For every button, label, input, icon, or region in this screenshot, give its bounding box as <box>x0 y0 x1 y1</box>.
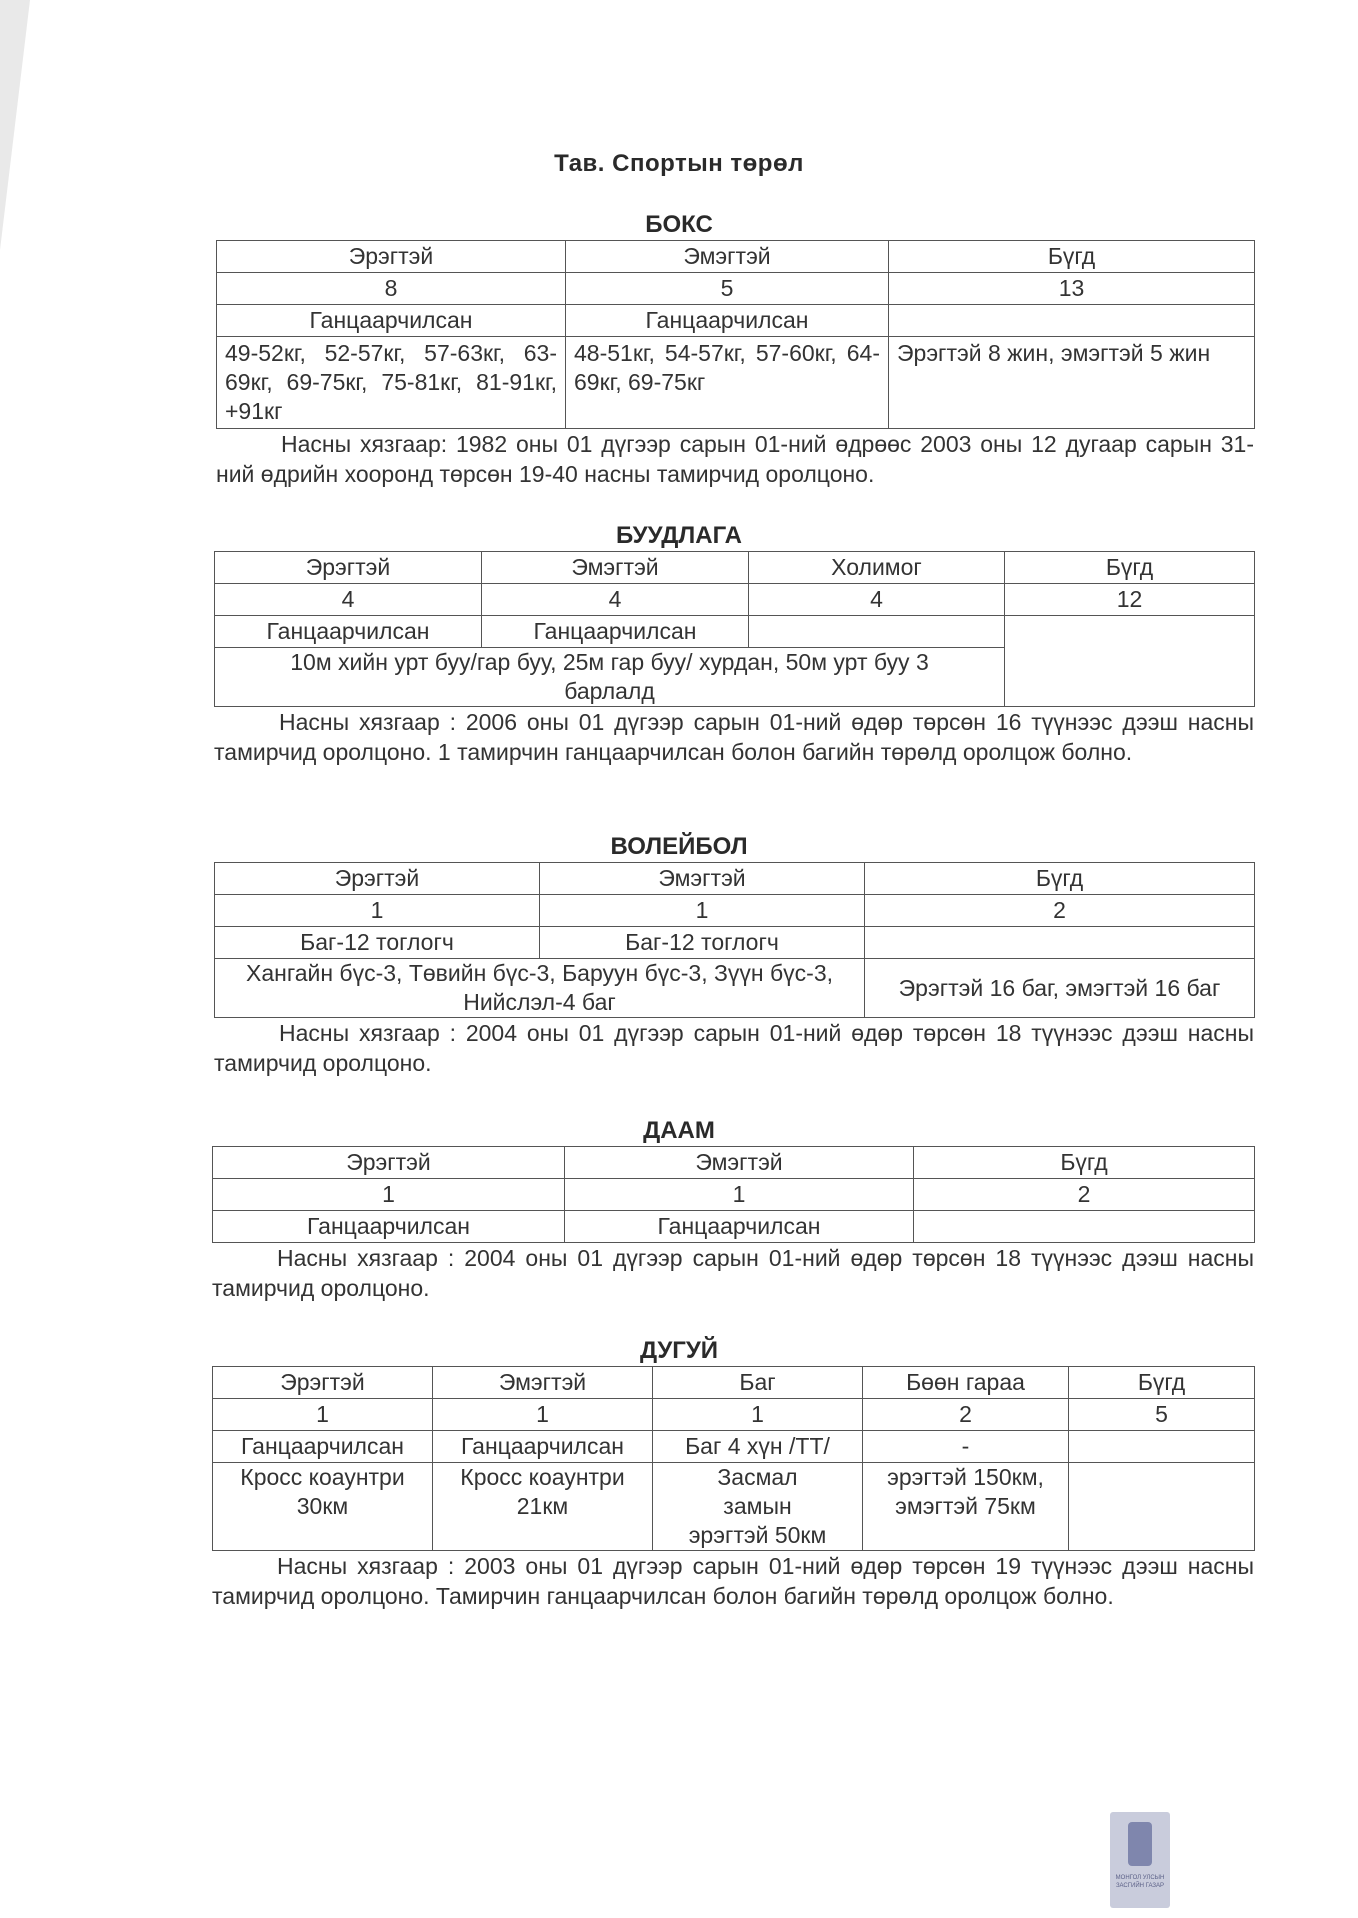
type-cell: Баг-12 тоглогч <box>540 927 865 959</box>
section-title-checkers: ДААМ <box>643 1117 715 1144</box>
count-cell: 5 <box>1069 1399 1255 1431</box>
count-cell: 1 <box>215 895 540 927</box>
table-volleyball <box>214 862 1255 1018</box>
type-cell: Ганцаарчилсан <box>215 616 482 648</box>
table-checkers <box>212 1146 1255 1243</box>
section-title-cycling: ДУГУЙ <box>639 1337 719 1364</box>
table-row <box>217 273 1255 305</box>
count-cell: 1 <box>540 895 865 927</box>
header-cell: Баг <box>653 1367 863 1399</box>
detail-cell: Кросс коаунтри 30км <box>213 1463 433 1551</box>
table-shooting <box>214 551 1255 707</box>
count-cell: 2 <box>865 895 1255 927</box>
section-title-shooting: БУУДЛАГА <box>616 522 742 549</box>
table-row <box>217 337 1255 429</box>
header-cell: Эрэгтэй <box>213 1367 433 1399</box>
type-cell: Ганцаарчилсан <box>565 1211 914 1243</box>
detail-cell: Засмал замын эрэгтэй 50км <box>653 1463 863 1551</box>
header-cell: Эмэгтэй <box>565 1147 914 1179</box>
detail-cell: 48-51кг, 54-57кг, 57-60кг, 64-69кг, 69-75кг <box>566 337 889 429</box>
table-row <box>215 584 1255 616</box>
detail-cell: 49-52кг, 52-57кг, 57-63кг, 63-69кг, 69-75кг, 75-81кг, 81-91кг, +91кг <box>217 337 566 429</box>
table-row <box>217 305 1255 337</box>
table-row <box>213 1179 1255 1211</box>
age-limit-note: Насны хязгаар: 1982 оны 01 дүгээр сарын 01-ний өдрөөс 2003 оны 12 дугаар сарын 31-ний өдрийн хооронд төрсөн 19-40 насны тамирчид оролцоно. <box>216 431 1254 487</box>
count-cell: 13 <box>889 273 1255 305</box>
table-row <box>215 616 1255 648</box>
table-row <box>215 959 1255 1018</box>
header-cell: Эрэгтэй <box>215 552 482 584</box>
header-cell: Эмэгтэй <box>433 1367 653 1399</box>
type-cell <box>1005 616 1255 707</box>
count-cell: 4 <box>749 584 1005 616</box>
detail-cell: Эрэгтэй 16 баг, эмэгтэй 16 баг <box>865 959 1255 1018</box>
table-row <box>213 1463 1255 1551</box>
table-row <box>213 1399 1255 1431</box>
section-checkers <box>0 1116 1358 1303</box>
seal-text: МОНГОЛ УЛСЫН ЗАСГИЙН ГАЗАР <box>1115 1875 1165 1889</box>
age-limit-note: Насны хязгаар : 2003 оны 01 дүгээр сарын 01-ний өдөр төрсөн 19 түүнээс дээш насны тамирчид оролцоно. Тамирчин ганцаарчилсан болон багийн төрөлд оролцож болно. <box>212 1553 1254 1609</box>
count-cell: 2 <box>914 1179 1255 1211</box>
type-cell: Ганцаарчилсан <box>566 305 889 337</box>
type-cell: Ганцаарчилсан <box>213 1431 433 1463</box>
header-cell: Бүгд <box>889 241 1255 273</box>
detail-cell: Кросс коаунтри 21км <box>433 1463 653 1551</box>
count-cell: 5 <box>566 273 889 305</box>
header-cell: Эрэгтэй <box>213 1147 565 1179</box>
header-cell: Эрэгтэй <box>217 241 566 273</box>
type-cell <box>1069 1431 1255 1463</box>
count-cell: 1 <box>565 1179 914 1211</box>
header-cell: Бүгд <box>1005 552 1255 584</box>
section-title-volleyball: ВОЛЕЙБОЛ <box>610 833 748 860</box>
section-boxing <box>0 210 1358 489</box>
header-cell: Эрэгтэй <box>215 863 540 895</box>
table-row <box>213 1211 1255 1243</box>
detail-cell: Хангайн бүс-3, Төвийн бүс-3, Баруун бүс-3, Зүүн бүс-3, Нийслэл-4 баг <box>215 959 865 1018</box>
type-cell: Ганцаарчилсан <box>213 1211 565 1243</box>
table-cycling <box>212 1366 1255 1551</box>
type-cell: - <box>863 1431 1069 1463</box>
header-cell: Холимог <box>749 552 1005 584</box>
header-cell: Эмэгтэй <box>566 241 889 273</box>
table-row <box>213 1367 1255 1399</box>
table-row <box>213 1147 1255 1179</box>
table-row <box>213 1431 1255 1463</box>
header-cell: Эмэгтэй <box>540 863 865 895</box>
type-cell: Ганцаарчилсан <box>482 616 749 648</box>
type-cell: Баг-12 тоглогч <box>215 927 540 959</box>
table-row <box>215 927 1255 959</box>
type-cell <box>865 927 1255 959</box>
table-row <box>215 895 1255 927</box>
count-cell: 4 <box>215 584 482 616</box>
page-title: Тав. Спортын төрөл <box>554 150 804 177</box>
count-cell: 1 <box>213 1179 565 1211</box>
detail-cell: 10м хийн урт буу/гар буу, 25м гар буу/ хурдан, 50м урт буу 3 барлалд <box>215 648 1005 707</box>
header-cell: Бүгд <box>865 863 1255 895</box>
table-row <box>215 552 1255 584</box>
type-cell: Ганцаарчилсан <box>217 305 566 337</box>
header-cell: Эмэгтэй <box>482 552 749 584</box>
age-limit-note: Насны хязгаар : 2006 оны 01 дүгээр сарын 01-ний өдөр төрсөн 16 түүнээс дээш насны тамирчид оролцоно. 1 тамирчин ганцаарчилсан болон багийн төрөлд оролцож болно. <box>214 709 1254 765</box>
age-limit-note: Насны хязгаар : 2004 оны 01 дүгээр сарын 01-ний өдөр төрсөн 18 түүнээс дээш насны тамирчид оролцоно. <box>214 1020 1254 1076</box>
count-cell: 1 <box>213 1399 433 1431</box>
type-cell: Ганцаарчилсан <box>433 1431 653 1463</box>
government-seal-logo <box>1110 1812 1170 1908</box>
section-shooting <box>0 521 1358 767</box>
count-cell: 12 <box>1005 584 1255 616</box>
count-cell: 4 <box>482 584 749 616</box>
type-cell <box>749 616 1005 648</box>
header-cell: Бүгд <box>1069 1367 1255 1399</box>
table-boxing <box>216 240 1255 429</box>
soyombo-icon <box>1128 1822 1152 1866</box>
section-title-boxing: БОКС <box>645 211 713 238</box>
table-row <box>215 863 1255 895</box>
header-cell: Бүгд <box>914 1147 1255 1179</box>
count-cell: 1 <box>433 1399 653 1431</box>
type-cell <box>914 1211 1255 1243</box>
count-cell: 1 <box>653 1399 863 1431</box>
section-volleyball <box>0 832 1358 1078</box>
header-cell: Бөөн гараа <box>863 1367 1069 1399</box>
section-cycling <box>0 1336 1358 1611</box>
count-cell: 8 <box>217 273 566 305</box>
detail-cell: Эрэгтэй 8 жин, эмэгтэй 5 жин <box>889 337 1255 429</box>
type-cell <box>889 305 1255 337</box>
detail-cell <box>1069 1463 1255 1551</box>
type-cell: Баг 4 хүн /ТТ/ <box>653 1431 863 1463</box>
count-cell: 2 <box>863 1399 1069 1431</box>
detail-cell: эрэгтэй 150км, эмэгтэй 75км <box>863 1463 1069 1551</box>
age-limit-note: Насны хязгаар : 2004 оны 01 дүгээр сарын 01-ний өдөр төрсөн 18 түүнээс дээш насны тамирчид оролцоно. <box>212 1245 1254 1301</box>
table-row <box>217 241 1255 273</box>
